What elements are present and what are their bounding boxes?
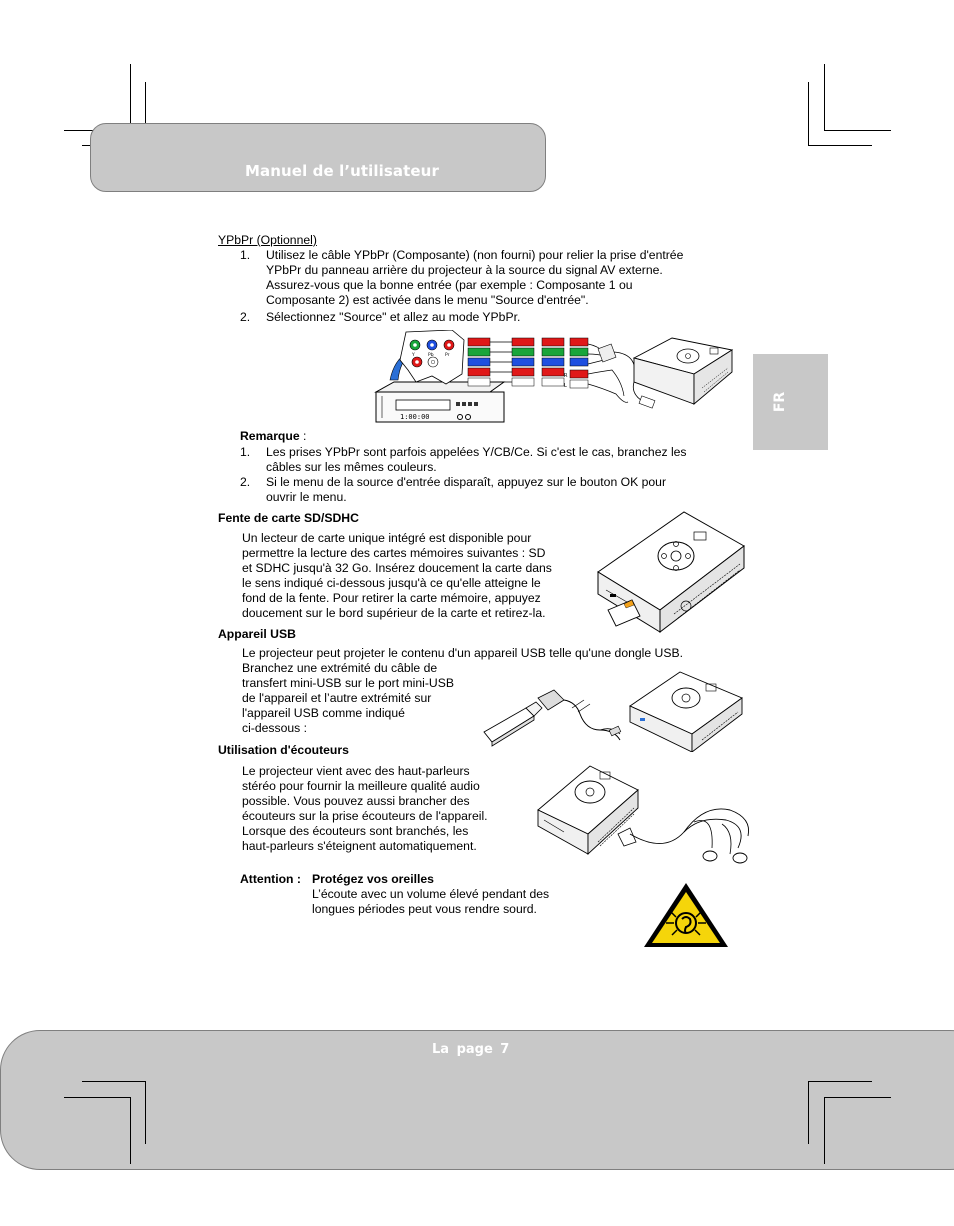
jack-label-y: Y xyxy=(412,353,415,358)
ypbpr-item-number: 1. xyxy=(240,248,251,262)
headphones-text-line: Lorsque des écouteurs sont branchés, les xyxy=(242,824,469,838)
sd-text-line: doucement sur le bord supérieur de la carte et retirez-la. xyxy=(242,606,546,620)
ypbpr-item-line: Sélectionnez "Source" et allez au mode YPbPr. xyxy=(266,310,521,324)
player-display-text: 1:00:00 xyxy=(400,413,430,421)
crop-mark xyxy=(808,1081,872,1082)
headphones-heading: Utilisation d'écouteurs xyxy=(218,743,349,757)
page-number: La page 7 xyxy=(432,1042,510,1057)
remarque-item-line: Si le menu de la source d'entrée disparaît, appuyez sur le bouton OK pour xyxy=(266,475,667,489)
headphones-text-line: stéréo pour fournir la meilleure qualité audio xyxy=(242,779,480,793)
ypbpr-item-line: YPbPr du panneau arrière du projecteur à la source du signal AV externe. xyxy=(266,263,663,277)
sd-text-line: Un lecteur de carte unique intégré est disponible pour xyxy=(242,531,532,545)
ypbpr-item-line: Composante 2) est activée dans le menu "Source d'entrée". xyxy=(266,293,589,307)
sd-text-line: permettre la lecture des cartes mémoires suivantes : SD xyxy=(242,546,546,560)
header-tab xyxy=(90,123,546,192)
jack-label-l: L xyxy=(564,383,567,389)
ypbpr-item-line: Utilisez le câble YPbPr (Composante) (non fourni) pour relier la prise d'entrée xyxy=(266,248,684,262)
remarque-colon: : xyxy=(299,429,307,443)
usb-connection-illustration xyxy=(480,660,748,752)
language-tab xyxy=(753,354,828,450)
language-tab-label: FR xyxy=(772,391,788,413)
attention-text-line: longues périodes peut vous rendre sourd. xyxy=(312,902,537,916)
usb-text-line: de l'appareil et l’autre extrémité sur xyxy=(242,691,432,705)
headphones-text-line: Le projecteur vient avec des haut-parleurs xyxy=(242,764,470,778)
sd-text-line: le sens indiqué ci-dessous jusqu'à ce qu'elle atteigne le xyxy=(242,576,541,590)
jack-label-r: R xyxy=(564,373,568,379)
hearing-warning-icon xyxy=(642,881,730,949)
usb-text-line: l'appareil USB comme indiqué xyxy=(242,706,405,720)
crop-mark xyxy=(824,64,825,131)
sd-heading: Fente de carte SD/SDHC xyxy=(218,511,359,525)
ypbpr-connection-diagram xyxy=(372,330,734,426)
headphones-text-line: possible. Vous pouvez aussi brancher des xyxy=(242,794,470,808)
attention-text-line: L’écoute avec un volume élevé pendant des xyxy=(312,887,550,901)
remarque-item-number: 2. xyxy=(240,475,251,489)
remarque-heading xyxy=(240,429,306,444)
remarque-item-line: câbles sur les mêmes couleurs. xyxy=(266,460,437,474)
ypbpr-item-number: 2. xyxy=(240,310,251,324)
ypbpr-heading: YPbPr (Optionnel) xyxy=(218,233,317,247)
crop-mark xyxy=(808,1081,809,1144)
crop-mark xyxy=(824,130,891,131)
headphones-projector-illustration xyxy=(534,762,760,874)
crop-mark xyxy=(82,1081,146,1082)
usb-text-line: ci-dessous : xyxy=(242,721,308,735)
crop-mark xyxy=(824,1097,825,1164)
usb-text-line: transfert mini-USB sur le port mini-USB xyxy=(242,676,454,690)
remarque-item-line: Les prises YPbPr sont parfois appelées Y/CB/Ce. Si c'est le cas, branchez les xyxy=(266,445,687,459)
av-player-illustration xyxy=(376,382,504,422)
crop-mark xyxy=(130,1097,131,1164)
headphones-text-line: haut-parleurs s'éteignent automatiquement. xyxy=(242,839,477,853)
page-title: Manuel de l’utilisateur xyxy=(245,162,439,180)
headphones-text-line: écouteurs sur la prise écouteurs de l'appareil. xyxy=(242,809,488,823)
sd-text-line: et SDHC jusqu'à 32 Go. Insérez doucement la carte dans xyxy=(242,561,552,575)
projector-illustration xyxy=(634,338,732,404)
crop-mark xyxy=(808,145,872,146)
remarque-item-number: 1. xyxy=(240,445,251,459)
jack-label-pr: Pr xyxy=(445,353,450,358)
attention-label: Attention : xyxy=(240,872,301,886)
ypbpr-item-line: Assurez-vous que la bonne entrée (par exemple : Composante 1 ou xyxy=(266,278,633,292)
usb-text-line: Le projecteur peut projeter le contenu d'un appareil USB telle qu'une dongle USB. xyxy=(242,646,683,660)
sd-card-projector-illustration xyxy=(594,510,748,635)
attention-title: Protégez vos oreilles xyxy=(312,872,434,886)
remarque-label: Remarque xyxy=(240,429,300,443)
crop-mark xyxy=(64,1097,131,1098)
crop-mark xyxy=(824,1097,891,1098)
remarque-item-line: ouvrir le menu. xyxy=(266,490,347,504)
crop-mark xyxy=(808,82,809,145)
jack-label-pb: Pb xyxy=(428,353,434,358)
usb-text-line: Branchez une extrémité du câble de xyxy=(242,661,438,675)
crop-mark xyxy=(145,1081,146,1144)
usb-heading: Appareil USB xyxy=(218,627,296,641)
sd-text-line: fond de la fente. Pour retirer la carte mémoire, appuyez xyxy=(242,591,541,605)
